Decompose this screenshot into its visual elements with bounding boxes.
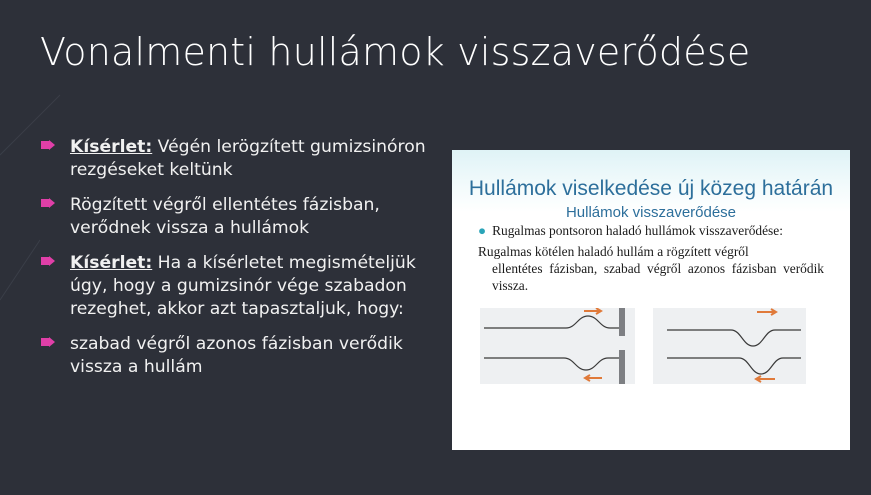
bullet-item: [40, 136, 435, 182]
arrow-bullet-icon: [41, 337, 55, 347]
arrow-bullet-icon: [41, 198, 55, 208]
figure-paragraph: [478, 243, 824, 294]
slide-title: Vonalmenti hullámok visszaverődése: [40, 30, 751, 74]
figure-bullet: [478, 223, 783, 239]
figure-paragraph-first: Rugalmas kötélen haladó hullám a rögzített végről: [478, 244, 749, 259]
figure-title: Hullámok viselkedése új közeg határán: [468, 177, 834, 200]
bullet-label: Kísérlet:: [70, 137, 153, 157]
reflection-figure: [452, 150, 850, 450]
bullet-text: Rögzített végről ellentétes fázisban, verődnek vissza a hullámok: [70, 195, 380, 238]
bullet-label: Kísérlet:: [70, 253, 153, 273]
free-end-diagram: [653, 308, 806, 384]
bullet-text: Ha a kísérletet megismételjük úgy, hogy a gumizsinór vége szabadon rezeghet, akkor azt tapasztaljuk, hogy:: [70, 253, 416, 319]
bullet-text: szabad végről azonos fázisban verődik vissza a hullám: [70, 334, 403, 377]
arrow-bullet-icon: [41, 140, 55, 150]
fixed-end-diagram: [480, 308, 635, 384]
arrow-bullet-icon: [41, 256, 55, 266]
figure-bullet-text: Rugalmas pontsoron haladó hullámok visszaverődése:: [492, 223, 783, 238]
figure-bullet-dot: ●: [478, 223, 487, 238]
bullet-text: Végén lerögzített gumizsinóron rezgéseket keltünk: [70, 137, 426, 180]
bullet-item: [40, 333, 435, 379]
figure-subtitle: Hullámok visszaverődése: [565, 204, 737, 221]
bullet-item: [40, 252, 435, 321]
bullet-item: [40, 194, 435, 240]
figure-paragraph-rest: ellentétes fázisban, szabad végről azonos fázisban verődik vissza.: [492, 261, 824, 293]
bullet-list: [40, 136, 435, 391]
